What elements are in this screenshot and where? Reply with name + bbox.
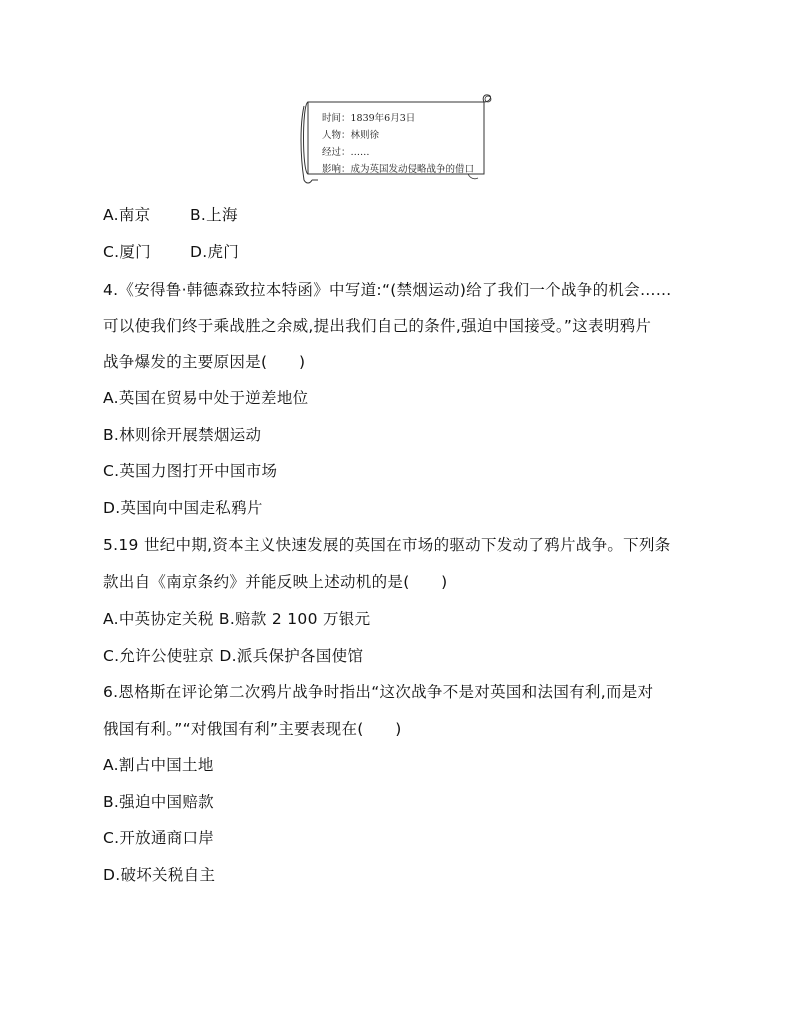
q6-stem-line-1: 6.恩格斯在评论第二次鸦片战争时指出“这次战争不是对英国和法国有利,而是对 xyxy=(103,683,654,701)
scroll-text xyxy=(322,110,474,178)
q4-option-c: C.英国力图打开中国市场 xyxy=(103,462,278,480)
q3-row-1 xyxy=(103,203,238,225)
q5-stem-line-2: 款出自《南京条约》并能反映上述动机的是( ) xyxy=(103,573,448,591)
q6-option-a: A.割占中国土地 xyxy=(103,756,214,774)
q3-row-2 xyxy=(103,240,240,262)
q4-option-a: A.英国在贸易中处于逆差地位 xyxy=(103,389,309,407)
q5-stem-line-1: 5.19 世纪中期,资本主义快速发展的英国在市场的驱动下发动了鸦片战争。下列条 xyxy=(103,536,671,554)
scroll-line-process: 经过：…… xyxy=(322,147,370,158)
q3-option-d: D.虎门 xyxy=(190,243,240,261)
scroll-illustration xyxy=(298,94,494,186)
scroll-line-person: 人物：林则徐 xyxy=(322,130,380,141)
q4-stem-line-1: 4.《安得鲁·韩德森致拉本特函》中写道:“(禁烟运动)给了我们一个战争的机会…… xyxy=(103,281,672,299)
q4-stem-line-2: 可以使我们终于乘战胜之余威,提出我们自己的条件,强迫中国接受。”这表明鸦片 xyxy=(103,317,652,335)
q5-options-row-1: A.中英协定关税 B.赔款 2 100 万银元 xyxy=(103,610,371,628)
q6-option-c: C.开放通商口岸 xyxy=(103,829,215,847)
scroll-line-impact: 影响：成为英国发动侵略战争的借口 xyxy=(322,164,475,175)
q4-option-b: B.林则徐开展禁烟运动 xyxy=(103,426,262,444)
q6-option-d: D.破坏关税自主 xyxy=(103,866,216,884)
q3-option-c: C.厦门 xyxy=(103,243,151,261)
q5-options-row-2: C.允许公使驻京 D.派兵保护各国使馆 xyxy=(103,647,364,665)
q4-stem-line-3: 战争爆发的主要原因是( ) xyxy=(103,353,306,371)
q6-stem-line-2: 俄国有利。”“对俄国有利”主要表现在( ) xyxy=(103,720,402,738)
q6-option-b: B.强迫中国赔款 xyxy=(103,793,214,811)
q3-option-b: B.上海 xyxy=(190,206,238,224)
q4-option-d: D.英国向中国走私鸦片 xyxy=(103,499,263,517)
scroll-line-time: 时间：1839年6月3日 xyxy=(322,113,416,124)
q3-option-a: A.南京 xyxy=(103,206,151,224)
